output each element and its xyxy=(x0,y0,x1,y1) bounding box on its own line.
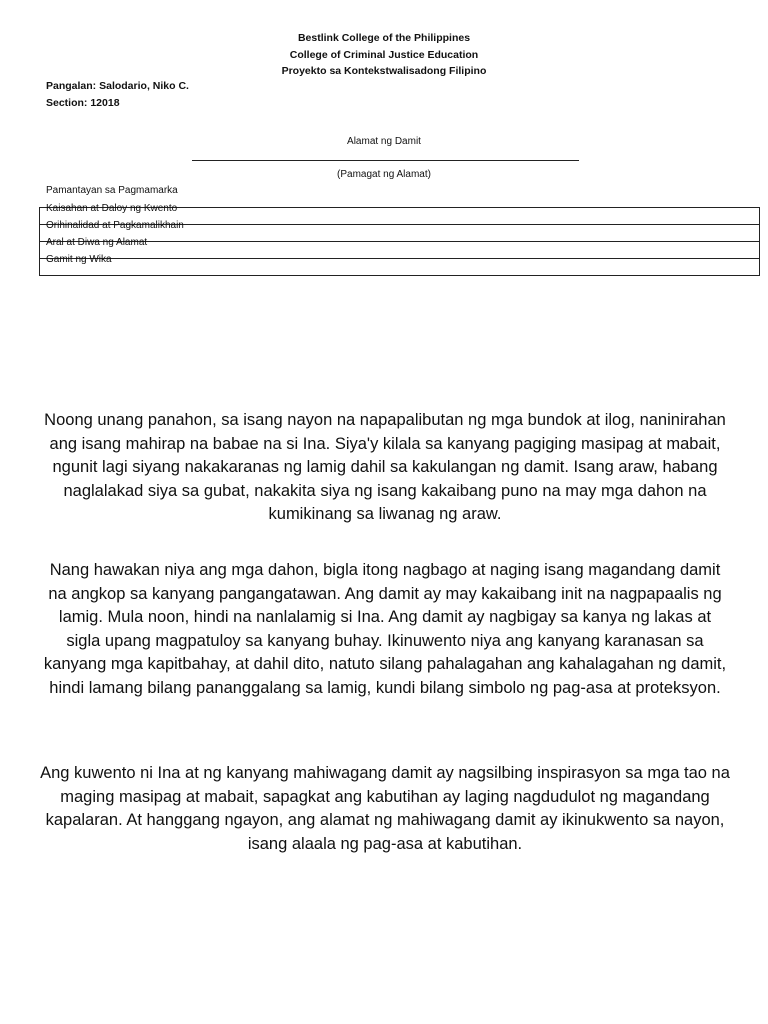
rubric-criterion: Gamit ng Wika xyxy=(46,254,112,265)
rubric-cell xyxy=(40,237,760,259)
title-caption: (Pamagat ng Alamat) xyxy=(337,169,431,180)
school-name: Bestlink College of the Philippines xyxy=(297,32,471,44)
college-name: College of Criminal Justice Education xyxy=(289,48,479,61)
story-paragraph-3 xyxy=(40,762,730,856)
student-name: Pangalan: Salodario, Niko C. xyxy=(46,80,189,92)
rubric-heading: Pamantayan sa Pagmamarka xyxy=(46,185,178,196)
rubric-table xyxy=(39,203,760,276)
rubric-row xyxy=(40,225,760,242)
rubric-criterion: Orihinalidad at Pagkamalikhain xyxy=(46,220,184,231)
rubric-cell xyxy=(40,254,760,276)
paragraph-text: Ang kuwento ni Ina at ng kanyang mahiwagang damit ay nagsilbing inspirasyon sa mga tao na maging masipag at mabait, sapagkat ang kabutihan ay laging nagdudulot ng magandang kapalaran. At hanggang ngayon, ang alamat ng mahiwagang damit ay ikinukwento sa nayon, isang alaala ng pag-asa at kabutihan. xyxy=(40,764,730,853)
rubric-criterion: Aral at Diwa ng Alamat xyxy=(46,237,148,248)
document-header xyxy=(0,30,768,80)
rubric-cell xyxy=(40,220,760,242)
paragraph-text: Nang hawakan niya ang mga dahon, bigla itong nagbago at naging isang magandang damit na angkop sa kanyang pangangatawan. Ang damit ay may kakaibang init na nagpapaalis ng lamig. Mula noon, hindi na nanlalamig si Ina. Ang damit ay nagbigay sa kanya ng lakas at sigla upang magpatuloy sa kanyang buhay. Ikinuwento niya ang kanyang karanasan sa kanyang mga kapitbahay, at dahil dito, natuto silang pahalagahan ang kahalagahan ng damit, hindi lamang bilang pananggalang sa lamig, kundi bilang simbolo ng pag-asa at proteksyon. xyxy=(43,561,727,697)
legend-title: Alamat ng Damit xyxy=(347,136,421,147)
rubric-row xyxy=(40,242,760,259)
rubric-row xyxy=(40,259,760,276)
project-name: Proyekto sa Kontekstwalisadong Filipino xyxy=(281,65,487,77)
title-underline xyxy=(192,160,579,161)
story-paragraph-2 xyxy=(40,559,730,701)
story-paragraph-1 xyxy=(40,409,730,527)
rubric-criterion: Kaisahan at Daloy ng Kwento xyxy=(46,203,178,214)
student-section: Section: 12018 xyxy=(46,97,120,109)
paragraph-text: Noong unang panahon, sa isang nayon na napapalibutan ng mga bundok at ilog, naninirahan ang isang mahirap na babae na si Ina. Siya'y kilala sa kanyang pagiging masipag at mabait, ngunit lagi siyang nakakaranas ng lamig dahil sa kakulangan ng damit. Isang araw, habang naglalakad siya sa gubat, nakakita siya ng isang kakaibang puno na may mga dahon na kumikinang sa liwanag ng araw. xyxy=(44,411,726,524)
